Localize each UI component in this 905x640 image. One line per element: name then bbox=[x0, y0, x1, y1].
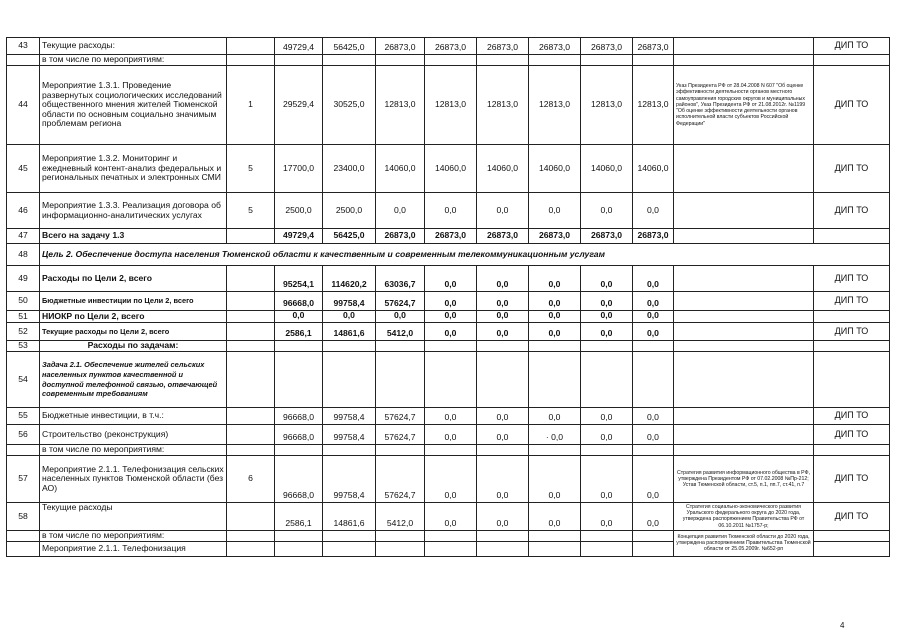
task-heading: Задача 2.1. Обеспечение жителей сельских населенных пунктов качественной и доступной телефонной связью, отвечающей современным требованиям bbox=[40, 352, 227, 408]
legal-basis-note: Стратегия развития информационного общества в РФ, утверждена Президентом РФ от 07.02.2008 №Пр-212; Устав Тюменской области, ст.5, п.1, пп.7, ст.41, п.7 bbox=[674, 456, 814, 503]
table-row: 54 Задача 2.1. Обеспечение жителей сельских населенных пунктов качественной и доступной телефонной связью, отвечающей современным требованиям bbox=[7, 352, 890, 408]
table-row: 49 Расходы по Цели 2, всего 95254,1 114620,2 63036,7 0,0 0,0 0,0 0,0 0,0 ДИП ТО bbox=[7, 266, 890, 292]
responsible: ДИП ТО bbox=[814, 38, 890, 55]
table-row: в том числе по мероприятиям: Концепция развития Тюменской области до 2020 года, утверждена распоряжением Правительства Тюменской области от 25.05.2009г. №652-рп bbox=[7, 530, 890, 541]
legal-basis-note: Указ Президента РФ от 28.04.2008 N 607 "Об оценке эффективности деятельности органов местного самоуправления городских округов и муниципальных районов", Указ Президента РФ от 21.08.2012г. №1199 "Об оценке эффективности деятельности органов исполнительной власти субъектов Российской Федерации" bbox=[674, 66, 814, 145]
table-row: 58 Текущие расходы 2586,1 14861,6 5412,0 0,0 0,0 0,0 0,0 0,0 Стратегия социально-экономического развития Уральского федерального округа до 2020 года, утверждена распоряжением Правительства РФ от 06.10.2011 №1757-р; ДИП ТО bbox=[7, 503, 890, 531]
table-row: в том числе по мероприятиям: bbox=[7, 445, 890, 456]
legal-basis-note: Концепция развития Тюменской области до 2020 года, утверждена распоряжением Правительства Тюменской области от 25.05.2009г. №652-рп bbox=[674, 530, 814, 556]
table-row: 57 Мероприятие 2.1.1. Телефонизация сельских населенных пунктов Тюменской области (без АО) 6 96668,0 99758,4 57624,7 0,0 0,0 0,0 0,0 0,0 Стратегия развития информационного общества в РФ, утверждена Президентом РФ от 07.02.2008 №Пр-212; Устав Тюменской области, ст.5, п.1, пп.7, ст.41, п.7 ДИП ТО bbox=[7, 456, 890, 503]
row-description: Текущие расходы: bbox=[40, 38, 227, 55]
table-row: 48 Цель 2. Обеспечение доступа населения Тюменской области к качественным и современным телекоммуникационным услугам bbox=[7, 244, 890, 266]
table-row: в том числе по мероприятиям: bbox=[7, 55, 890, 66]
table-row: 47 Всего на задачу 1.3 49729,4 56425,0 26873,0 26873,0 26873,0 26873,0 26873,0 26873,0 bbox=[7, 229, 890, 244]
row-description: Мероприятие 1.3.1. Проведение развернутых социологических исследований общественного мнения жителей Тюменской области по основным социально значимым проблемам региона bbox=[40, 66, 227, 145]
table-row: 46 Мероприятие 1.3.3. Реализация договора об информационно-аналитических услугах 5 2500,0 2500,0 0,0 0,0 0,0 0,0 0,0 0,0 ДИП ТО bbox=[7, 193, 890, 229]
table-row: 51 НИОКР по Цели 2, всего 0,0 0,0 0,0 0,0 0,0 0,0 0,0 0,0 bbox=[7, 311, 890, 323]
table-row: 52 Текущие расходы по Цели 2, всего 2586,1 14861,6 5412,0 0,0 0,0 0,0 0,0 0,0 ДИП ТО bbox=[7, 323, 890, 341]
table-row: 55 Бюджетные инвестиции, в т.ч.: 96668,0 99758,4 57624,7 0,0 0,0 0,0 0,0 0,0 ДИП ТО bbox=[7, 408, 890, 425]
table-row: 53 Расходы по задачам: bbox=[7, 341, 890, 352]
table-row: 44 Мероприятие 1.3.1. Проведение развернутых социологических исследований общественного мнения жителей Тюменской области по основным социально значимым проблемам региона 1 29529,4 30525,0 12813,0 12813,0 12813,0 12813,0 12813,0 12813,0 Указ Президента РФ от 28.04.2008 N 607 "Об оценке эффективности деятельности органов местного самоуправления городских округов и муниципальных районов", Указ Президента РФ от 21.08.2012г. №1199 "Об оценке эффективности деятельности органов исполнительной власти субъектов Российской Федерации" ДИП ТО bbox=[7, 66, 890, 145]
document-table bbox=[6, 37, 889, 557]
row-number: 43 bbox=[7, 38, 40, 55]
table-row: 56 Строительство (реконструкция) 96668,0 99758,4 57624,7 0,0 0,0 · 0,0 0,0 0,0 ДИП ТО bbox=[7, 425, 890, 445]
page-number: 4 bbox=[840, 621, 845, 630]
goal-heading: Цель 2. Обеспечение доступа населения Тюменской области к качественным и современным телекоммуникационным услугам bbox=[40, 244, 890, 266]
legal-basis-note: Стратегия социально-экономического развития Уральского федерального округа до 2020 года, утверждена распоряжением Правительства РФ от 06.10.2011 №1757-р; bbox=[674, 503, 814, 531]
table-row: 50 Бюджетные инвестиции по Цели 2, всего 96668,0 99758,4 57624,7 0,0 0,0 0,0 0,0 0,0 ДИП ТО bbox=[7, 292, 890, 311]
table-row: Мероприятие 2.1.1. Телефонизация bbox=[7, 541, 890, 556]
table-row: 43 Текущие расходы: 49729,4 56425,0 26873,0 26873,0 26873,0 26873,0 26873,0 26873,0 ДИП ТО bbox=[7, 38, 890, 55]
table-row: 45 Мероприятие 1.3.2. Мониторинг и ежедневный контент-анализ федеральных и региональных печатных и электронных СМИ 5 17700,0 23400,0 14060,0 14060,0 14060,0 14060,0 14060,0 14060,0 ДИП ТО bbox=[7, 145, 890, 193]
